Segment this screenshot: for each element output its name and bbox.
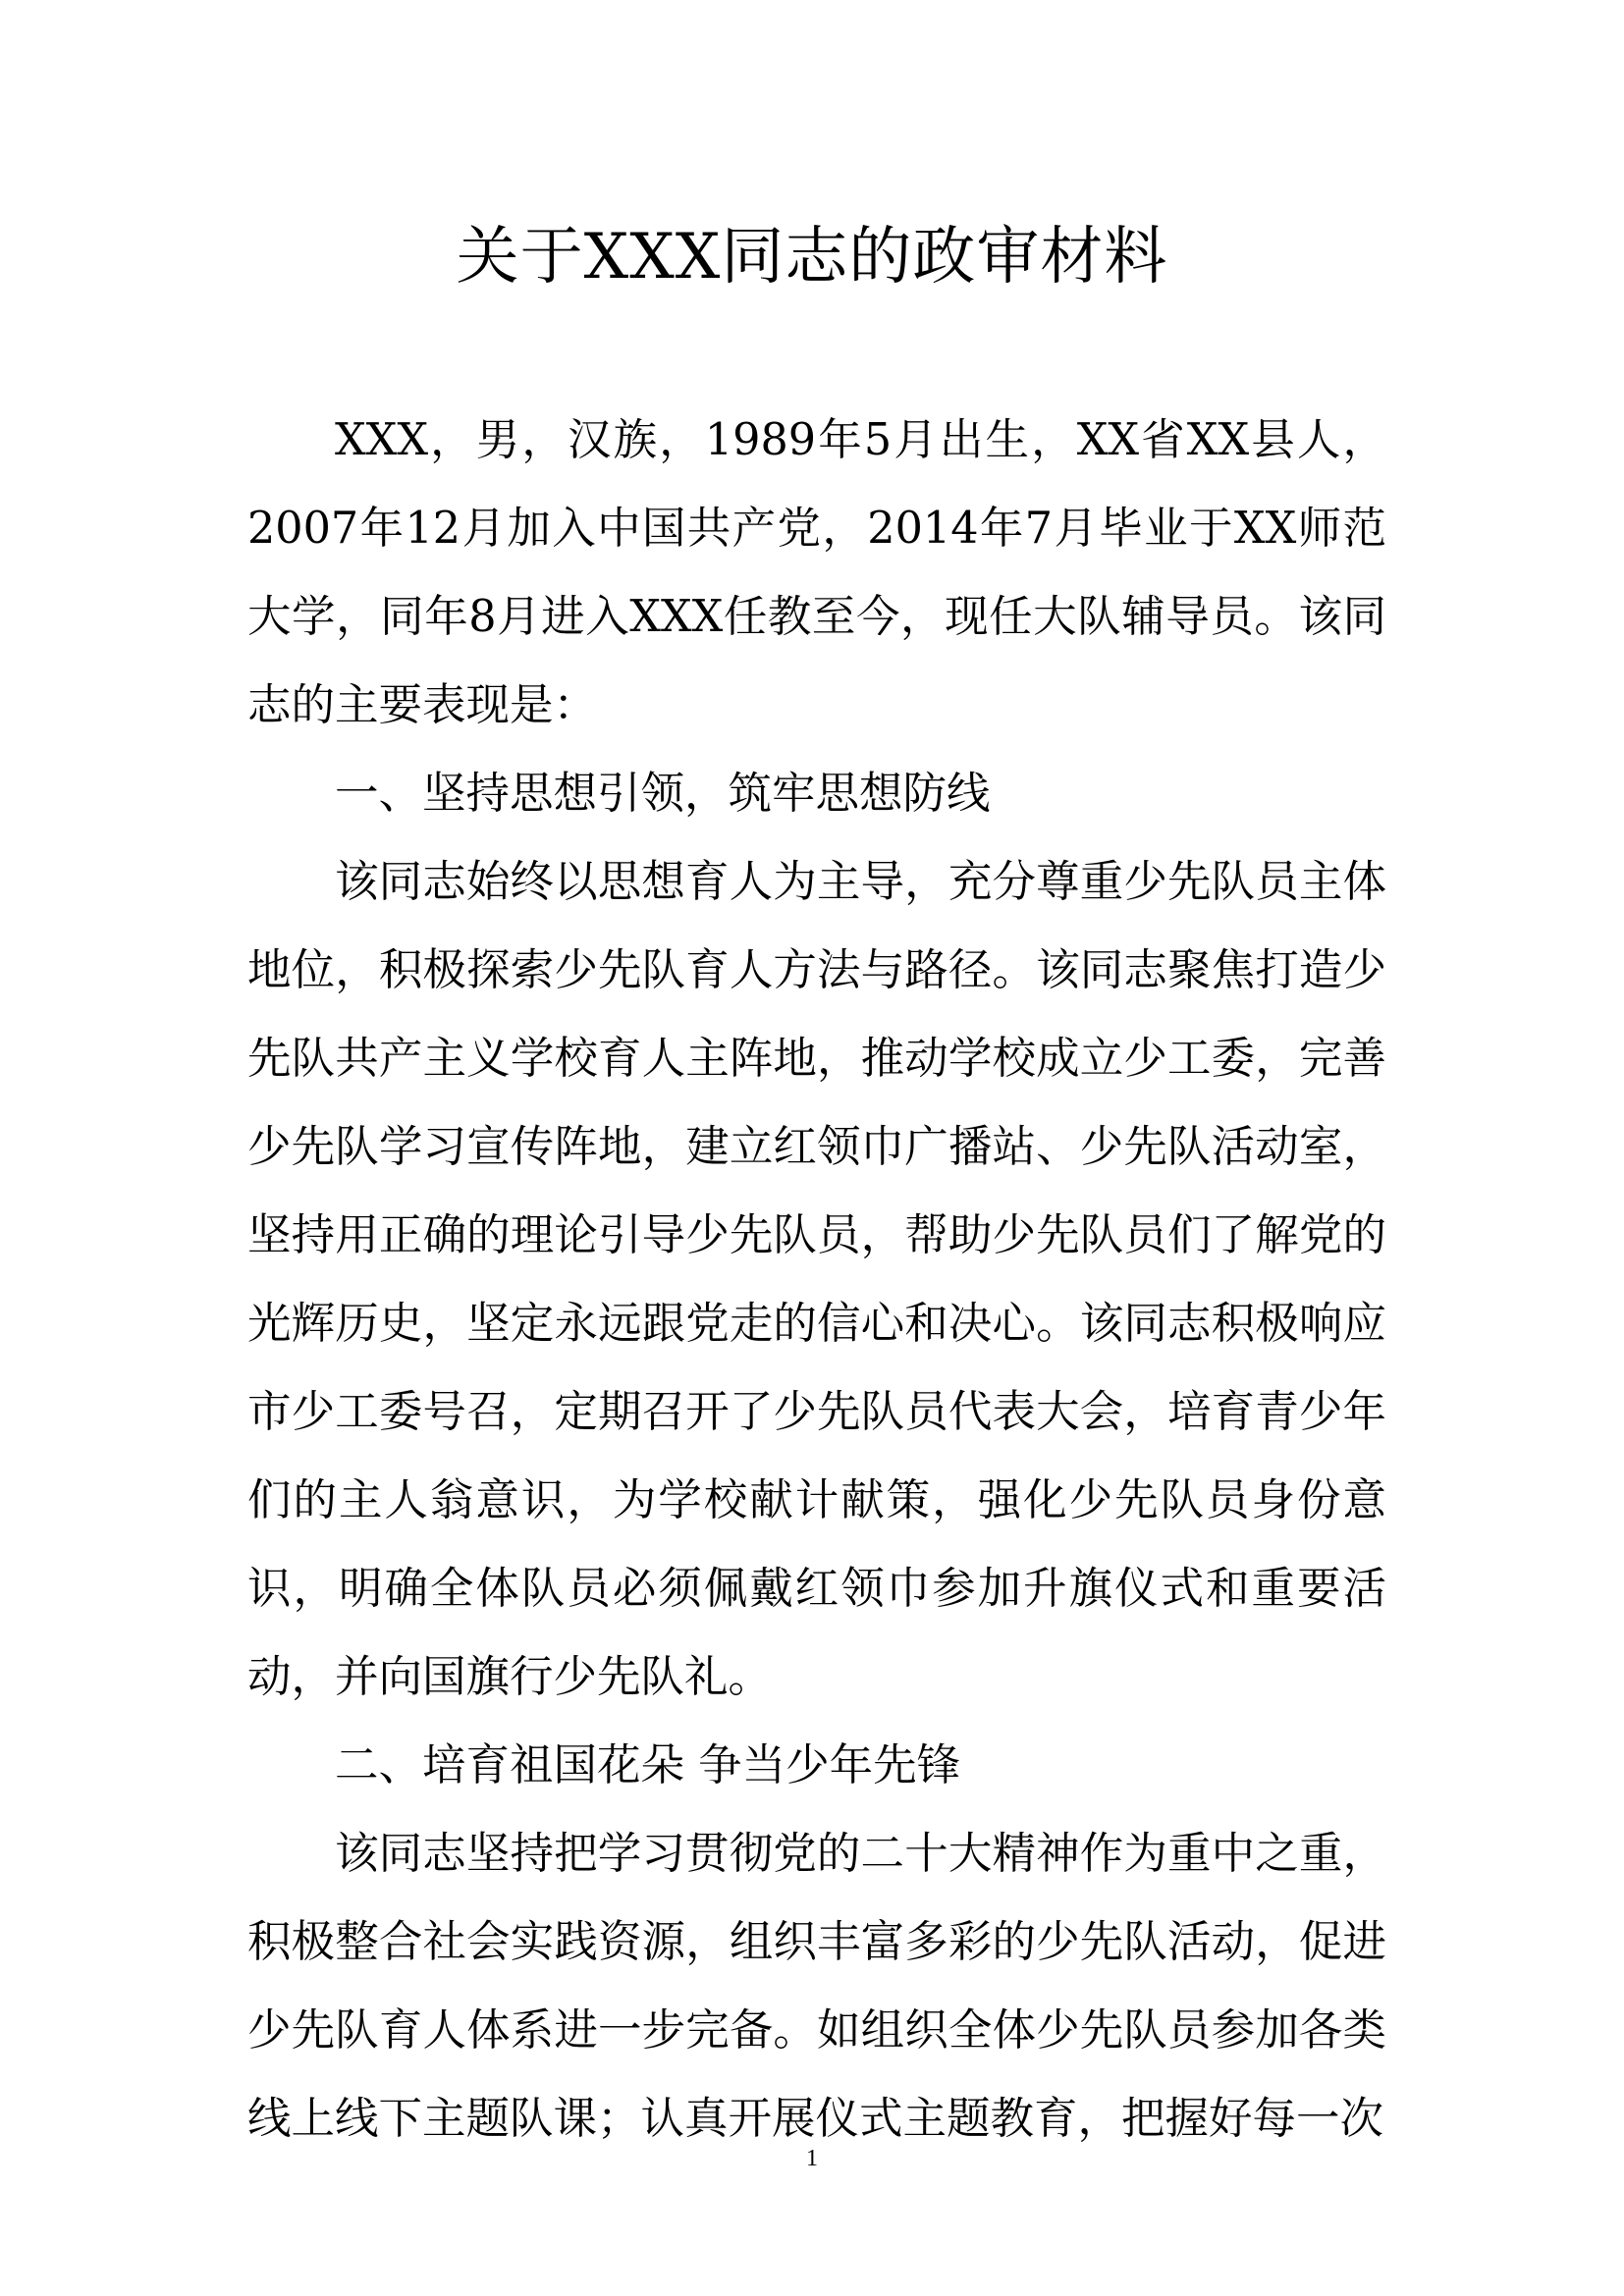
section-heading-1: 一、坚持思想引领，筑牢思想防线 (335, 769, 991, 819)
document-title: 关于XXX同志的政审材料 (456, 221, 1168, 294)
intro-paragraph: XXX，男，汉族，1989年5月出生，XX省XX县人，2007年12月加入中国共产党，2014年7月毕业于XX师范大学，同年8月进入XXX任教至今，现任大队辅导员。该同志的主要表现是： (247, 415, 1386, 730)
document-body (247, 397, 1386, 2163)
section-1-paragraph: 该同志始终以思想育人为主导，充分尊重少先队员主体地位，积极探索少先队育人方法与路径。该同志聚焦打造少先队共产主义学校育人主阵地，推动学校成立少工委，完善少先队学习宣传阵地，建立红领巾广播站、少先队活动室，坚持用正确的理论引导少先队员，帮助少先队员们了解党的光辉历史，坚定永远跟党走的信心和决心。该同志积极响应市少工委号召，定期召开了少先队员代表大会，培育青少年们的主人翁意识，为学校献计献策，强化少先队员身份意识，明确全体队员必须佩戴红领巾参加升旗仪式和重要活动，并向国旗行少先队礼。 (247, 857, 1386, 1702)
section-heading-2: 二、培育祖国花朵 争当少年先锋 (335, 1740, 961, 1790)
page-number: 1 (806, 2146, 818, 2171)
section-2-paragraph: 该同志坚持把学习贯彻党的二十大精神作为重中之重，积极整合社会实践资源，组织丰富多彩的少先队活动，促进少先队育人体系进一步完备。如组织全体少先队员参加各类线上线下主题队课；认真开展仪式主题教育，把握好每一次 (247, 1829, 1386, 2144)
